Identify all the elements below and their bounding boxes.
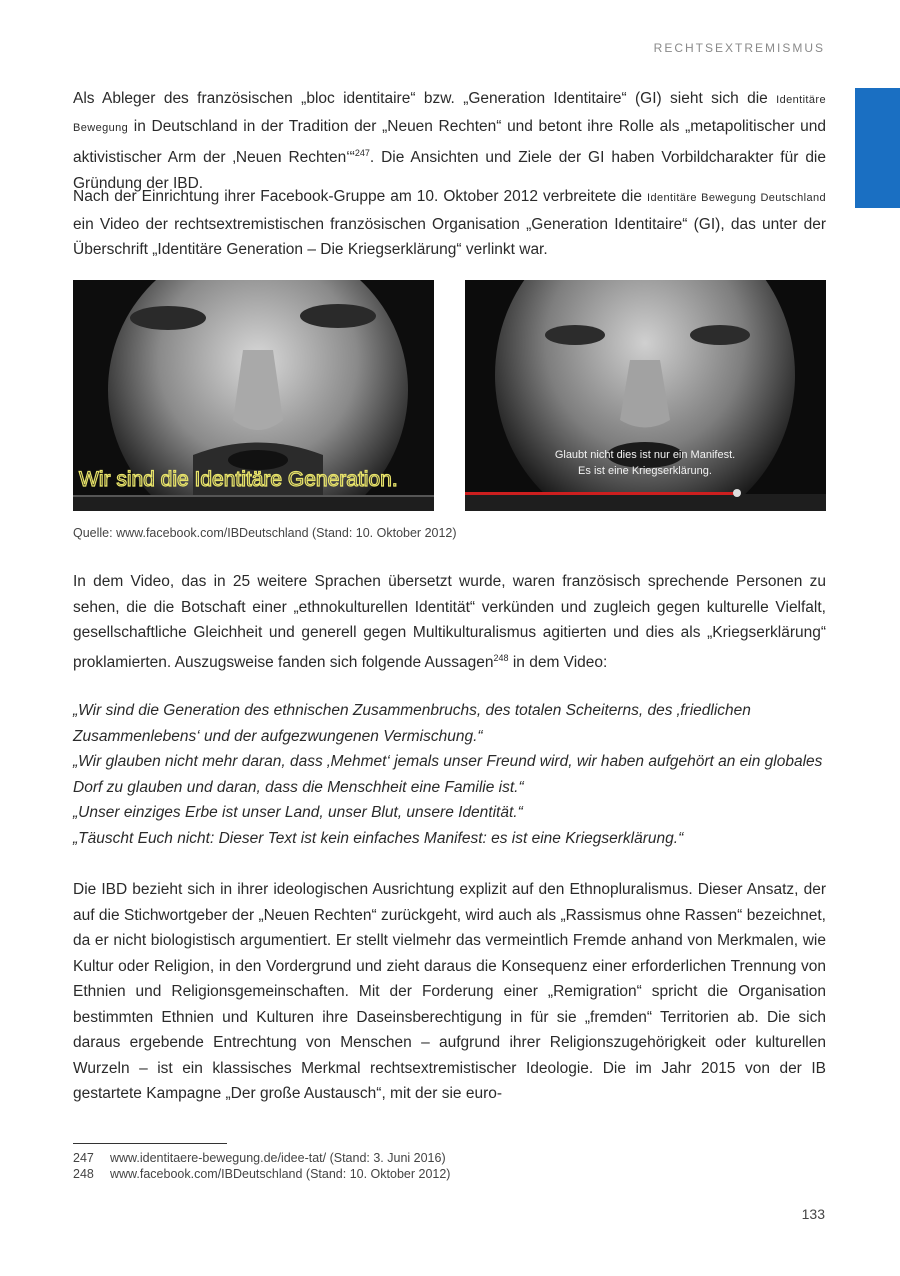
paragraph-intro: Als Ableger des französischen „bloc identitaire“ bzw. „Generation Identitaire“ (GI) sieht sich die Identitäre Bewegung in Deutschland in der Tradition der „Neuen Rechten“ und betont ihre Rolle als „metapolitischer und aktivistischer Arm der ‚Neuen Rechten‘“$^{247}$. Die Ansichten und Ziele der GI haben Vorbildcharakter für die Gründung der IBD. — [73, 90, 827, 192]
chapter-tab — [855, 88, 900, 208]
video-progress-bar — [465, 492, 737, 495]
subtitle-left: Wir sind die Identitäre Generation. — [79, 468, 398, 491]
paragraph-video: Nach der Einrichtung ihrer Facebook-Gruppe am 10. Oktober 2012 verbreitete die Identitäre Bewegung Deutschland ein Video der rechtsextremistischen französischen Organisation „Generation Identitaire“ (GI), das unter der Überschrift „Identitäre Generation – Die Kriegserklärung“ verlinkt war. — [73, 188, 826, 258]
footnote-divider — [73, 1143, 227, 1144]
quote: „Wir sind die Generation des ethnischen Zusammenbruchs, des totalen Scheiterns, des ‚friedlichen Zusammenlebens‘ und der aufgezwungenen Vermischung.“ — [73, 702, 751, 745]
video-still-right — [465, 280, 826, 511]
footnote: 248 www.facebook.com/IBDeutschland (Stand: 10. Oktober 2012) — [73, 1167, 451, 1181]
org-name: Identitäre Bewegung Deutschland — [647, 192, 826, 204]
quote: „Täuscht Euch nicht: Dieser Text ist kein einfaches Manifest: es ist eine Kriegserklärung.“ — [73, 829, 684, 847]
running-header: RECHTSEXTREMISMUS — [653, 41, 825, 55]
subtitle-right-line-1: Glaubt nicht dies ist nur ein Manifest. — [554, 449, 736, 461]
quote: „Unser einziges Erbe ist unser Land, unser Blut, unsere Identität.“ — [73, 804, 523, 821]
page-number: 133 — [801, 1206, 825, 1222]
footnote-ref: 247 — [354, 148, 370, 158]
footnote: 247 www.identitaere-bewegung.de/idee-tat/ (Stand: 3. Juni 2016) — [73, 1151, 446, 1165]
org-name: Identitäre Bewegung — [73, 94, 826, 134]
subtitle-right-line-2: Es ist eine Kriegserklärung. — [578, 465, 712, 477]
footnotes — [73, 1150, 450, 1182]
paragraph-statements: In dem Video, das in 25 weitere Sprachen übersetzt wurde, waren französisch sprechende Personen zu sehen, die die Botschaft einer „ethnokulturellen Identität“ verkünden und zugleich gegen kulturelle Vielfalt, gesellschaftliche Gleichheit und generell gegen Multikulturalismus agitierten und dies als „Kriegserklärung“ proklamierten. Auszugsweise fanden sich folgende Aussagen$^{248}$ in dem Video: — [73, 573, 826, 671]
quote: „Wir glauben nicht mehr daran, dass ‚Mehmet‘ jemals unser Freund wird, wir haben aufgehört an ein globales Dorf zu glauben und daran, dass die Menschheit eine Familie ist.“ — [73, 753, 823, 796]
quote-block — [73, 698, 826, 851]
image-caption: Quelle: www.facebook.com/IBDeutschland (Stand: 10. Oktober 2012) — [73, 526, 457, 540]
paragraph-ethnopluralism: Die IBD bezieht sich in ihrer ideologischen Ausrichtung explizit auf den Ethnopluralismus. Dieser Ansatz, der auf die Stichwortgeber der „Neuen Rechten“ zurückgeht, wird auch als „Rassismus ohne Rassen“ bezeichnet, da er nicht biologistisch argumentiert. Er stellt vielmehr das vermeintlich Fremde anhand von Merkmalen, wie Kultur oder Religion, in den Vordergrund und zieht daraus die Konsequenz einer erforderlichen Trennung von Ethnien und Religionsgemeinschaften. Mit der Forderung einer „Remigration“ spricht die Organisation bestimmten Ethnien und Kulturen ihre Daseinsberechtigung in für sie „fremden“ Territorien ab. Die sich daraus ergebende Entrechtung von Menschen – aufgrund ihrer Religionszugehörigkeit oder kulturellen Wurzeln – ist ein klassisches Merkmal rechtsextremistischer Ideologie. Die im Jahr 2015 von der IB gestartete Kampagne „Der große Austausch“, mit der sie euro- — [73, 881, 826, 1102]
video-still-left — [73, 280, 434, 511]
footnote-ref: 248 — [493, 652, 509, 663]
